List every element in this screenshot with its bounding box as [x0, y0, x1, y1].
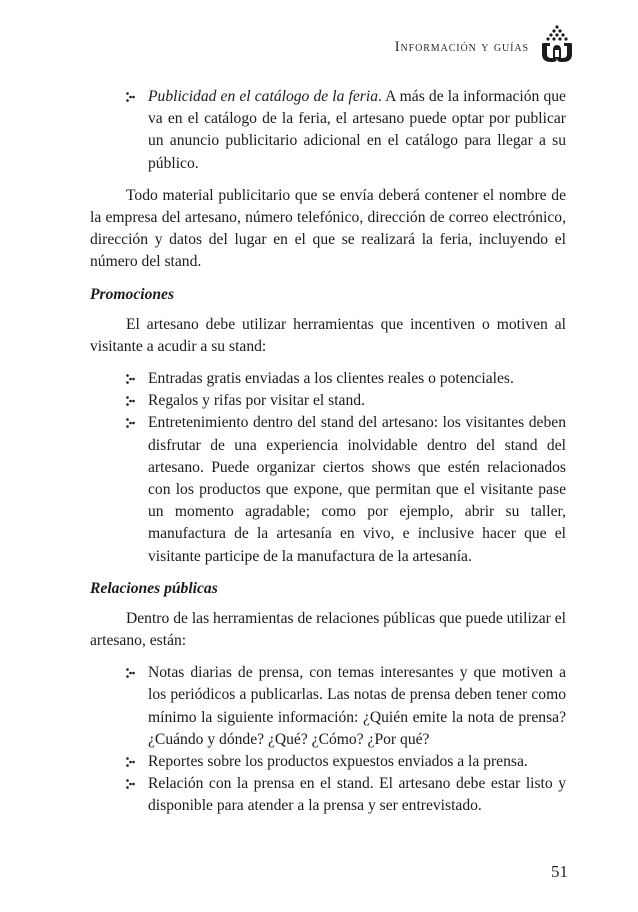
list-item	[90, 662, 566, 751]
triangle-dots-bullet-icon	[126, 779, 135, 789]
triangle-dots-bullet-icon	[126, 374, 135, 384]
decorative-emblem-icon	[539, 24, 575, 64]
bullet-text: Entradas gratis enviadas a los clientes reales o potenciales.	[148, 370, 514, 388]
list-item	[90, 773, 566, 817]
bullet-text: Relación con la prensa en el stand. El artesano debe estar listo y disponible para atender a la prensa y ser entrevistado.	[148, 775, 566, 815]
promociones-bullet-list	[90, 368, 566, 568]
triangle-dots-bullet-icon	[126, 418, 135, 428]
list-item	[90, 86, 566, 175]
intro-bullet-list	[90, 86, 566, 175]
page-header	[360, 24, 575, 64]
list-item	[90, 390, 566, 412]
section-title: Información y guías	[394, 38, 529, 55]
relaciones-paragraph: Dentro de las herramientas de relaciones públicas que puede utilizar el artesano, están:	[90, 609, 566, 650]
bullet-text: Notas diarias de prensa, con temas interesantes y que motiven a los periódicos a publicarlas. Las notas de prensa deben tener como mínimo la siguiente información: ¿Quién emite la nota de prensa? ¿Cuándo y dónde? ¿Qué? ¿Cómo? ¿Por qué?	[148, 664, 566, 748]
triangle-dots-bullet-icon	[126, 757, 135, 767]
bullet-text: Regalos y rifas por visitar el stand.	[148, 392, 365, 410]
page-body	[90, 86, 566, 828]
list-item	[90, 412, 566, 567]
section-heading-relaciones: Relaciones públicas	[90, 579, 218, 597]
triangle-dots-bullet-icon	[126, 668, 135, 678]
bullet-text: Reportes sobre los productos expuestos enviados a la prensa.	[148, 753, 528, 771]
bullet-text: . A más de la información que va en el catálogo de la feria, el artesano puede optar por publicar un anuncio publicitario adicional en el catálogo para llegar a su público.	[148, 88, 566, 172]
section-heading-promociones: Promociones	[90, 285, 175, 303]
triangle-dots-bullet-icon	[126, 92, 135, 102]
page-number: 51	[551, 862, 568, 881]
intro-paragraph: Todo material publicitario que se envía deberá contener el nombre de la empresa del artesano, número telefónico, dirección de correo electrónico, dirección y datos del lugar en el que se realizará la feria, incluyendo el número del stand.	[90, 186, 566, 271]
promociones-paragraph: El artesano debe utilizar herramientas que incentiven o motiven al visitante a acudir a su stand:	[90, 315, 566, 355]
relaciones-bullet-list	[90, 662, 566, 817]
bullet-text: Entretenimiento dentro del stand del artesano: los visitantes deben disfrutar de una experiencia inolvidable dentro del stand del artesano. Puede organizar ciertos shows que estén relacionados con los productos que expone, que permitan que el visitante pase un momento agradable; como por ejemplo, abrir su taller, manufactura de la artesanía en vivo, e inclusive hacer que el visitante participe de la manufactura de la artesanía.	[148, 414, 566, 565]
list-item	[90, 751, 566, 773]
triangle-dots-bullet-icon	[126, 396, 135, 406]
bullet-lead: Publicidad en el catálogo de la feria	[148, 88, 378, 105]
list-item	[90, 368, 566, 390]
